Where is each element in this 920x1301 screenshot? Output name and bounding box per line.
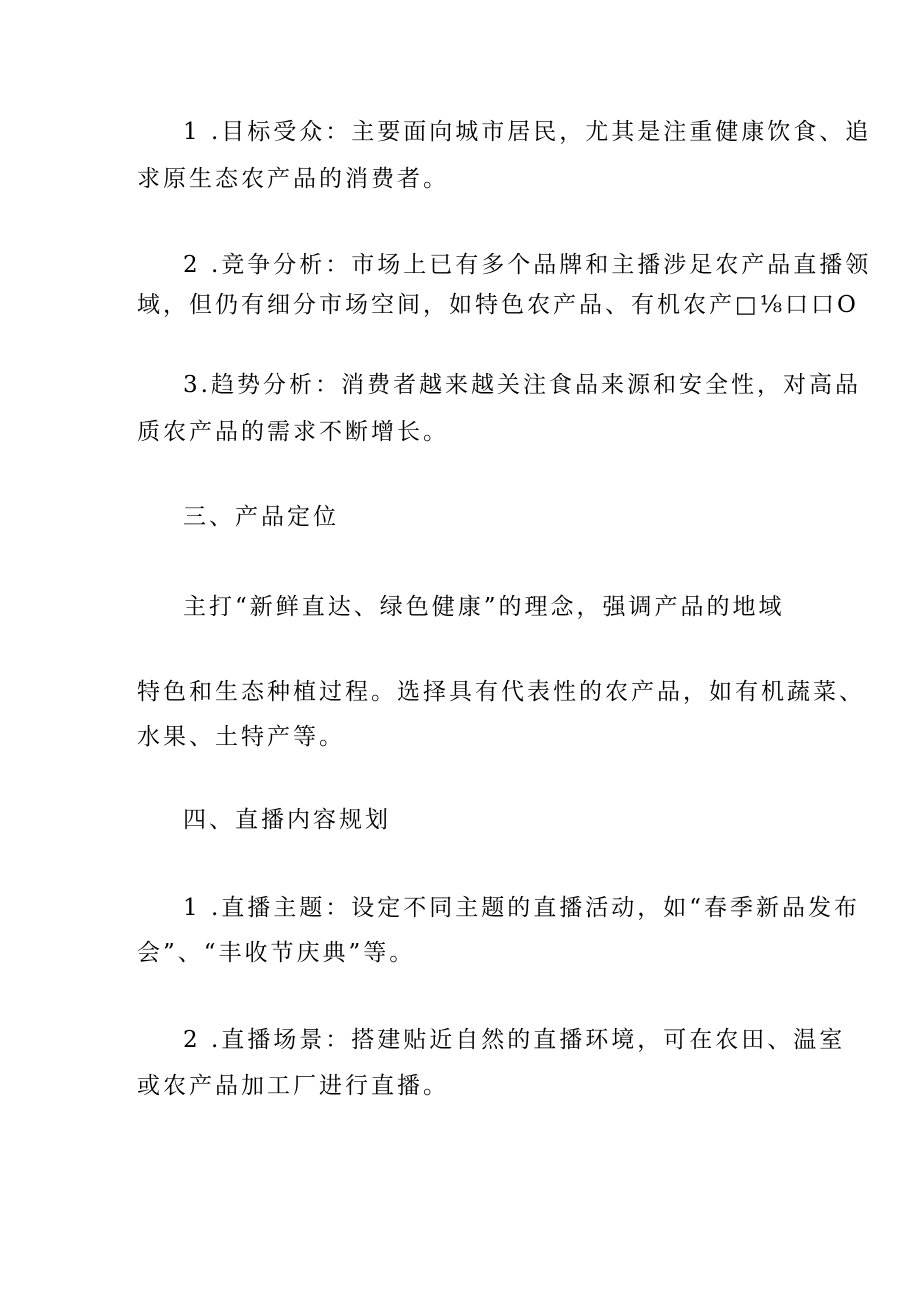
paragraph-live-theme-line-2: 会”、“丰收节庆典”等。 xyxy=(137,940,416,966)
section-heading-live-content-planning: 四、直播内容规划 xyxy=(183,807,391,833)
paragraph-competition-line-1: 2 .竞争分析：市场上已有多个品牌和主播涉足农产品直播领 xyxy=(183,252,872,278)
paragraph-trend-line-1: 3.趋势分析：消费者越来越关注食品来源和安全性，对高品 xyxy=(183,372,861,398)
paragraph-positioning-line-1: 主打“新鲜直达、绿色健康”的理念，强调产品的地域 xyxy=(183,594,785,620)
paragraph-target-audience-line-1: 1 .目标受众：主要面向城市居民，尤其是注重健康饮食、追 xyxy=(183,119,872,145)
paragraph-live-scene-line-2: 或农产品加工厂进行直播。 xyxy=(137,1073,449,1099)
paragraph-live-scene-line-1: 2 .直播场景：搭建贴近自然的直播环境，可在农田、温室 xyxy=(183,1027,846,1053)
paragraph-live-theme-line-1: 1 .直播主题：设定不同主题的直播活动，如“春季新品发布 xyxy=(183,895,861,921)
paragraph-products-line-1: 特色和生态种植过程。选择具有代表性的农产品，如有机蔬菜、 xyxy=(137,679,865,705)
paragraph-target-audience-line-2: 求原生态农产品的消费者。 xyxy=(137,166,449,192)
paragraph-trend-line-2: 质农产品的需求不断增长。 xyxy=(137,419,449,445)
paragraph-competition-line-2: 域，但仍有细分市场空间，如特色农产品、有机农产□⅛口口O xyxy=(137,292,859,318)
section-heading-product-positioning: 三、产品定位 xyxy=(183,504,339,530)
paragraph-products-line-2: 水果、土特产等。 xyxy=(137,724,345,750)
